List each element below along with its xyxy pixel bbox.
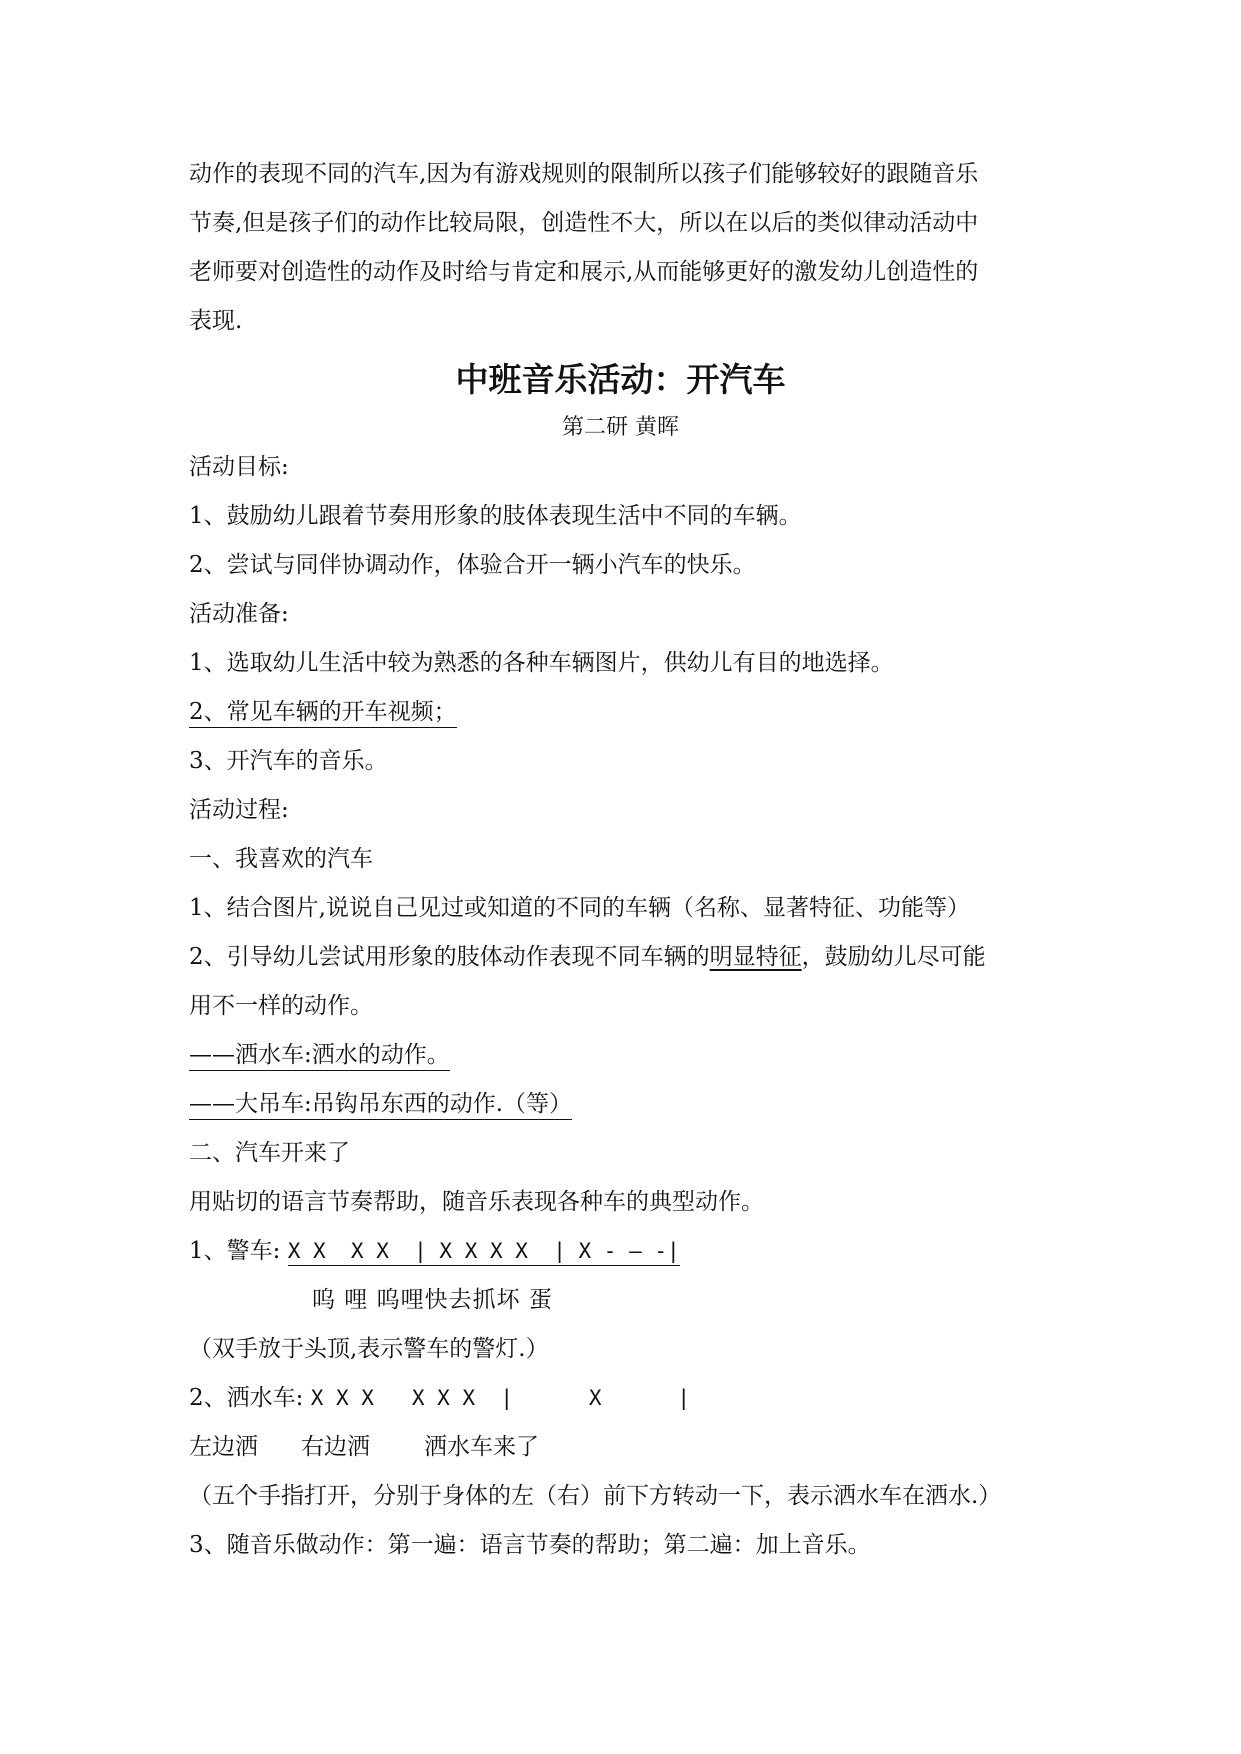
intro-line-3: 老师要对创造性的动作及时给与肯定和展示,从而能够更好的激发幼儿创造性的 (189, 259, 979, 285)
prep-item-2-text: 2、常见车辆的开车视频； (189, 699, 457, 728)
sprinkler-lyric-2: 右边洒 (301, 1434, 370, 1460)
part1-item-2-cont: 用不一样的动作。 (189, 993, 373, 1019)
goals-item-1: 1、鼓励幼儿跟着节奏用形象的肢体表现生活中不同的车辆。 (189, 503, 802, 529)
part2-heading: 二、汽车开来了 (189, 1140, 350, 1166)
part1-example-2 (189, 1089, 572, 1119)
part1-example-2-text: ——大吊车:吊钩吊东西的动作.（等） (189, 1091, 572, 1120)
intro-line-1: 动作的表现不同的汽车,因为有游戏规则的限制所以孩子们能够较好的跟随音乐 (189, 161, 979, 187)
process-heading: 活动过程: (189, 797, 289, 823)
part2-intro: 用贴切的语言节奏帮助，随音乐表现各种车的典型动作。 (189, 1189, 764, 1215)
police-label: 1、警车: (189, 1238, 281, 1264)
sprinkler-lyric-3: 洒水车来了 (424, 1434, 539, 1460)
page-title: 中班音乐活动：开汽车 (455, 360, 786, 399)
prep-item-2 (189, 697, 457, 727)
police-rhythm: X X X X | X X X X | X - — -| (288, 1239, 680, 1266)
part2-item-3: 3、随音乐做动作：第一遍：语言节奏的帮助；第二遍：加上音乐。 (189, 1532, 871, 1558)
sprinkler-rhythm: X X X X X X | X | (310, 1386, 690, 1410)
police-rhythm-line (189, 1236, 680, 1266)
sprinkler-lyric-1: 左边洒 (189, 1434, 258, 1460)
part1-item-2-c: ，鼓励幼儿尽可能 (801, 944, 986, 970)
goals-item-2: 2、尝试与同伴协调动作，体验合开一辆小汽车的快乐。 (189, 552, 756, 578)
part1-item-1: 1、结合图片,说说自己见过或知道的不同的车辆（名称、显著特征、功能等） (189, 895, 970, 921)
sprinkler-rhythm-line (189, 1383, 690, 1413)
police-lyric: 呜 哩 呜哩快去抓坏 蛋 (312, 1287, 553, 1313)
part1-heading: 一、我喜欢的汽车 (189, 846, 373, 872)
sprinkler-label: 2、洒水车: (189, 1385, 304, 1411)
intro-line-2: 节奏,但是孩子们的动作比较局限，创造性不大，所以在以后的类似律动活动中 (189, 210, 979, 236)
part1-item-2 (189, 942, 986, 972)
prep-item-3: 3、开汽车的音乐。 (189, 748, 388, 774)
part1-example-1-text: ——洒水车:洒水的动作。 (189, 1042, 450, 1071)
part1-example-1 (189, 1040, 450, 1070)
sprinkler-note: （五个手指打开，分别于身体的左（右）前下方转动一下，表示洒水车在洒水.） (189, 1483, 1002, 1509)
police-note: （双手放于头顶,表示警车的警灯.） (189, 1336, 549, 1362)
part1-item-2-a: 2、引导幼儿尝试用形象的肢体动作表现不同车辆的 (189, 944, 710, 970)
intro-line-4: 表现. (189, 308, 243, 334)
part1-item-2-emphasis: 明显特征 (709, 944, 802, 970)
prep-item-1: 1、选取幼儿生活中较为熟悉的各种车辆图片，供幼儿有目的地选择。 (189, 650, 894, 676)
author-line: 第二研 黄晖 (562, 415, 679, 440)
prep-heading: 活动准备: (189, 601, 289, 627)
goals-heading: 活动目标: (189, 454, 289, 480)
